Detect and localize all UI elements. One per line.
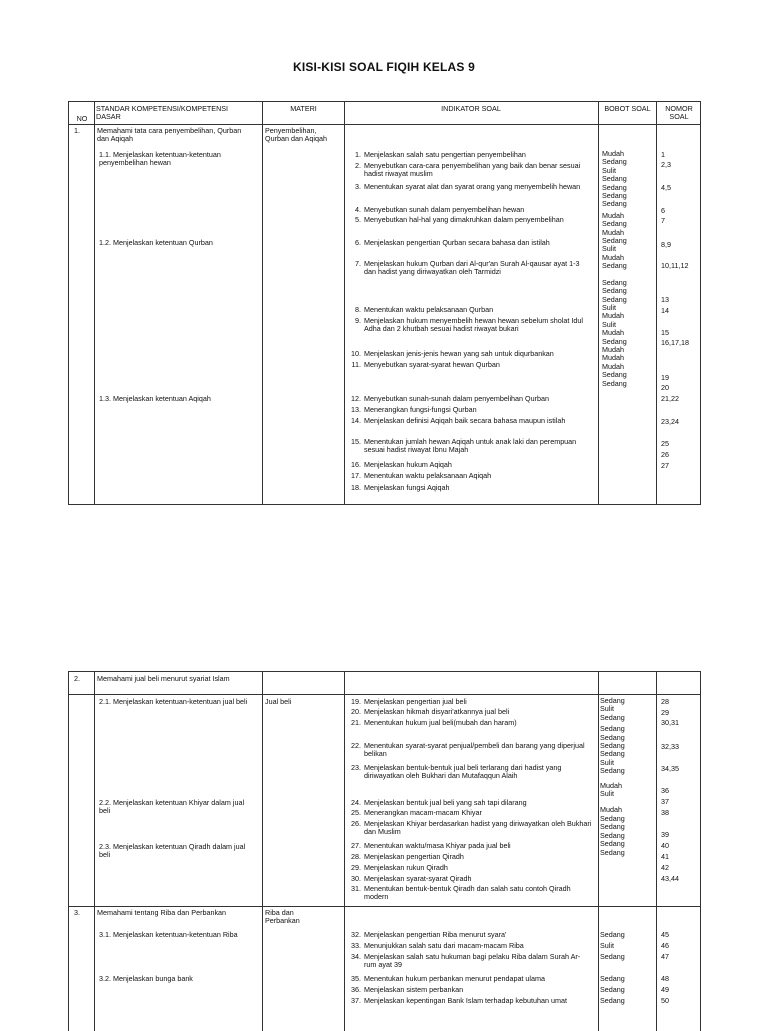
bobot-value: Sedang bbox=[602, 294, 627, 304]
standar-kompetensi: Memahami tentang Riba dan Perbankan bbox=[97, 908, 227, 917]
nomor-soal: 26 bbox=[661, 450, 669, 459]
bobot-value: Sedang bbox=[600, 724, 625, 734]
nomor-soal: 8,9 bbox=[661, 240, 671, 249]
bobot-value: Mudah bbox=[602, 149, 624, 158]
bobot-value: Sulit bbox=[602, 319, 616, 329]
bobot-value: Sedang bbox=[602, 219, 627, 229]
bobot-value: Sedang bbox=[600, 847, 625, 857]
bobot-value: Sedang bbox=[602, 286, 627, 296]
bobot-value: Sulit bbox=[600, 789, 614, 799]
nomor-soal: 23,24 bbox=[661, 417, 679, 426]
nomor-soal: 46 bbox=[661, 941, 669, 950]
nomor-soal: 48 bbox=[661, 974, 669, 983]
kompetensi-dasar: 2.3. Menjelaskan ketentuan Qiradh dalam jual beli bbox=[99, 842, 246, 860]
bobot-value: Mudah bbox=[602, 353, 624, 363]
nomor-soal: 34,35 bbox=[661, 764, 679, 773]
bobot-value: Sedang bbox=[602, 182, 627, 192]
materi: Riba dan Perbankan bbox=[265, 908, 300, 926]
bobot-list bbox=[600, 697, 625, 857]
bobot-value: Sedang bbox=[600, 749, 625, 759]
bobot-value: Mudah bbox=[602, 227, 624, 237]
bobot-value: Mudah bbox=[602, 252, 624, 262]
bobot-value: Sulit bbox=[600, 941, 614, 950]
nomor-soal: 43,44 bbox=[661, 874, 679, 883]
bobot-value: Sedang bbox=[600, 974, 625, 983]
bobot-value: Sedang bbox=[602, 174, 627, 184]
bobot-value: Sedang bbox=[600, 952, 625, 961]
materi: Jual beli bbox=[265, 697, 292, 706]
bobot-value: Sedang bbox=[600, 732, 625, 742]
standar-kompetensi: Memahami jual beli menurut syariat Islam bbox=[97, 674, 230, 683]
header-indikator: INDIKATOR SOAL bbox=[441, 104, 501, 113]
row-no: 1. bbox=[74, 126, 80, 135]
bobot-value: Sedang bbox=[600, 822, 625, 832]
header-bobot: BOBOT SOAL bbox=[604, 104, 651, 113]
nomor-soal: 13 bbox=[661, 295, 669, 304]
nomor-soal: 50 bbox=[661, 996, 669, 1005]
standar-kompetensi: Memahami tata cara penyembelihan, Qurban dan Aqiqah bbox=[97, 126, 242, 144]
kompetensi-dasar: 2.2. Menjelaskan ketentuan Khiyar dalam jual beli bbox=[99, 798, 245, 816]
nomor-soal: 20 bbox=[661, 383, 669, 392]
kompetensi-dasar: 1.2. Menjelaskan ketentuan Qurban bbox=[99, 238, 213, 247]
bobot-value: Sedang bbox=[600, 930, 625, 939]
bobot-value: Sedang bbox=[602, 191, 627, 201]
header-sk: STANDAR KOMPETENSI/KOMPETENSI DASAR bbox=[96, 104, 229, 122]
nomor-soal: 1 bbox=[661, 150, 665, 159]
nomor-soal: 37 bbox=[661, 797, 669, 806]
nomor-soal: 47 bbox=[661, 952, 669, 961]
bobot-value: Sedang bbox=[600, 696, 625, 705]
bobot-value: Sedang bbox=[602, 199, 627, 209]
nomor-soal: 40 bbox=[661, 841, 669, 850]
nomor-soal: 32,33 bbox=[661, 742, 679, 751]
bobot-value: Sedang bbox=[600, 712, 625, 722]
nomor-soal: 30,31 bbox=[661, 718, 679, 727]
nomor-soal: 25 bbox=[661, 439, 669, 448]
nomor-soal: 49 bbox=[661, 985, 669, 994]
bobot-value: Sedang bbox=[600, 996, 625, 1005]
nomor-soal: 14 bbox=[661, 306, 669, 315]
nomor-soal: 16,17,18 bbox=[661, 338, 689, 347]
bobot-value: Sedang bbox=[602, 236, 627, 246]
bobot-list bbox=[602, 150, 627, 388]
nomor-soal: 27 bbox=[661, 461, 669, 470]
nomor-soal: 10,11,12 bbox=[661, 261, 689, 270]
bobot-value: Sedang bbox=[600, 741, 625, 751]
nomor-soal: 41 bbox=[661, 852, 669, 861]
bobot-value: Mudah bbox=[600, 780, 622, 790]
row-no: 3. bbox=[74, 908, 80, 917]
nomor-soal: 21,22 bbox=[661, 394, 679, 403]
bobot-value: Sulit bbox=[602, 165, 616, 175]
nomor-soal: 6 bbox=[661, 206, 665, 215]
table-section-2: 2. Memahami jual beli menurut syariat Islam Jual beli 2.1. Menjelaskan ketentuan-ketentuan jual beli 2.2. Menjelaskan ketentuan Khiyar dalam jual beli 2.3. Menjelaskan ketentuan Qiradh dalam jual beli 19. Menjelaskan pengertian jual beli 20. Menjelaskan hikmah disyari'atkannya jual beli 21. Menentukan hukum jual beli(mubah dan haram) 22. Menentukan syarat-syarat penjual/pembeli dan barang yang diperjual belikan 23. Menjelaskan bentuk-bentuk jual beli terlarang dari hadist yang diriwayatkan oleh Bukhari dan Mutafaqqun Alaih 24. Menjelaskan bentuk jual beli yang sah tapi dilarang 25. Menerangkan macam-macam Khiyar 26. Menjelaskan Khiyar berdasarkan hadist yang diriwayatkan oleh Bukhari dan Muslim 27. Menentukan waktu/masa Khiyar pada jual beli 28. Menjelaskan pengertian Qiradh 29. Menjelaskan rukun Qiradh 30. Menjelaskan syarat-syarat Qiradh 31. Menentukan bentuk-bentuk Qiradh dan salah satu contoh Qiradh modern Sedang Sulit Sedang Sedang Sedang Sedang Sedang Sulit Sedang Mudah Sulit Mudah Sedang Sedang Sedang Sedang Sedang 28 29 30,31 32,33 34,35 36 37 38 39 40 41 42 43,44 3. Memahami tentang Riba dan Perbankan Riba dan Perbankan 3.1. Menjelaskan ketentuan-ketentuan Riba 3.2. Menjelaskan bunga bank 32. Menjelaskan pengertian Riba menurut syara' 33. Menunjukkan salah satu dari macam-macam Riba 34. Menjelaskan salah satu hukuman bagi pelaku Riba dalam Surah Ar-rum ayat 39 35. Menentukan hukum perbankan menurut pendapat ulama 36. Menjelaskan sistem perbankan 37. Menjelaskan kepentingan Bank Islam terhadap kebutuhan umat Sedang Sulit Sedang Sedang Sedang Sedang 45 46 47 48 49 50 bbox=[68, 671, 701, 1031]
bobot-value: Sedang bbox=[602, 261, 627, 271]
kompetensi-dasar: 3.2. Menjelaskan bunga bank bbox=[99, 974, 193, 983]
header-no: NO bbox=[76, 114, 88, 123]
table-section-1: NO STANDAR KOMPETENSI/KOMPETENSI DASAR MATERI INDIKATOR SOAL BOBOT SOAL NOMOR SOAL 1. Memahami tata cara penyembelihan, Qurban dan Aqiqah Penyembelihan, Qurban dan Aqiqah 1.1. Menjelaskan ketentuan-ketentuan penyembelihan hewan 1.2. Menjelaskan ketentuan Qurban 1.3. Menjelaskan ketentuan Aqiqah 1. Menjelaskan salah satu pengertian penyembelihan 2. Menyebutkan cara-cara penyembelihan yang baik dan benar sesuai hadist riwayat muslim 3. Menentukan syarat alat dan syarat orang yang menyembelih hewan 4. Menyebutkan sunah dalam penyembelihan hewan 5. Menyebutkan hal-hal yang dimakruhkan dalam penyembelihan 6. Menjelaskan pengertian Qurban secara bahasa dan istilah 7. Menjelaskan hukum Qurban dari Al-qur'an Surah Al-qausar ayat 1-3 dan hadist yang diriwayatkan oleh Tarmidzi 8. Menentukan waktu pelaksanaan Qurban 9. Menjelaskan hukum menyembelih hewan hewan sebelum sholat Idul Adha dan 2 khutbah sesuai hadist riwayat bukari 10. Menjelaskan jenis-jenis hewan yang sah untuk diqurbankan 11. Menyebutkan syarat-syarat hewan Qurban 12. Menyebutkan sunah-sunah dalam penyembelihan Qurban 13. Menerangkan fungsi-fungsi Qurban 14. Menjelaskan definisi Aqiqah baik secara bahasa maupun istilah 15. Menentukan jumlah hewan Aqiqah untuk anak laki dan perempuan sesuai hadist riwayat Ibnu Majah 16. Menjelaskan hukum Aqiqah 17. Menentukan waktu pelaksanaan Aqiqah 18. Menjelaskan fungsi Aqiqah Mudah Sedang Sulit Sedang Sedang Sedang Sedang Mudah Sedang Mudah Sedang Sulit Mudah Sedang Sedang Sedang Sedang Sulit Mudah Sulit Mudah Sedang Mudah Mudah Mudah Sedang Sedang 1 2,3 4,5 6 7 8,9 10,11,12 13 14 15 16,17,18 19 20 21,22 23,24 25 26 27 bbox=[68, 101, 701, 505]
nomor-soal: 42 bbox=[661, 863, 669, 872]
bobot-value: Sedang bbox=[600, 985, 625, 994]
nomor-soal: 39 bbox=[661, 830, 669, 839]
bobot-value: Sedang bbox=[600, 839, 625, 849]
bobot-value: Sedang bbox=[602, 157, 627, 167]
bobot-value: Sedang bbox=[600, 830, 625, 840]
document-title: KISI-KISI SOAL FIQIH KELAS 9 bbox=[292, 60, 476, 74]
nomor-soal: 4,5 bbox=[661, 183, 671, 192]
row-no: 2. bbox=[74, 674, 80, 683]
header-materi: MATERI bbox=[290, 104, 317, 113]
bobot-value: Sedang bbox=[600, 766, 625, 776]
bobot-value: Sedang bbox=[602, 378, 627, 388]
nomor-soal: 38 bbox=[661, 808, 669, 817]
bobot-value: Sedang bbox=[602, 336, 627, 346]
bobot-value: Mudah bbox=[602, 361, 624, 371]
bobot-value: Mudah bbox=[602, 311, 624, 321]
nomor-soal: 7 bbox=[661, 216, 665, 225]
kompetensi-dasar: 1.3. Menjelaskan ketentuan Aqiqah bbox=[99, 394, 211, 403]
bobot-value: Mudah bbox=[602, 210, 624, 220]
bobot-value: Sulit bbox=[600, 757, 614, 767]
bobot-value: Sulit bbox=[602, 302, 616, 312]
bobot-value: Sulit bbox=[600, 704, 614, 714]
kompetensi-dasar: 1.1. Menjelaskan ketentuan-ketentuan penyembelihan hewan bbox=[99, 150, 221, 168]
bobot-value: Mudah bbox=[602, 328, 624, 338]
bobot-value: Mudah bbox=[600, 805, 622, 815]
nomor-soal: 19 bbox=[661, 373, 669, 382]
nomor-soal: 45 bbox=[661, 930, 669, 939]
bobot-value: Sedang bbox=[600, 813, 625, 823]
kompetensi-dasar: 2.1. Menjelaskan ketentuan-ketentuan jual beli bbox=[99, 697, 248, 706]
bobot-value: Mudah bbox=[602, 344, 624, 354]
bobot-value: Sulit bbox=[602, 244, 616, 254]
materi: Penyembelihan, Qurban dan Aqiqah bbox=[265, 126, 327, 144]
nomor-soal: 36 bbox=[661, 786, 669, 795]
nomor-soal: 15 bbox=[661, 328, 669, 337]
nomor-soal: 2,3 bbox=[661, 160, 671, 169]
header-nomor: NOMOR SOAL bbox=[665, 104, 693, 122]
bobot-value: Sedang bbox=[602, 277, 627, 287]
nomor-soal: 28 bbox=[661, 697, 669, 706]
nomor-soal: 29 bbox=[661, 708, 669, 717]
kompetensi-dasar: 3.1. Menjelaskan ketentuan-ketentuan Riba bbox=[99, 930, 238, 939]
bobot-value: Sedang bbox=[602, 370, 627, 380]
